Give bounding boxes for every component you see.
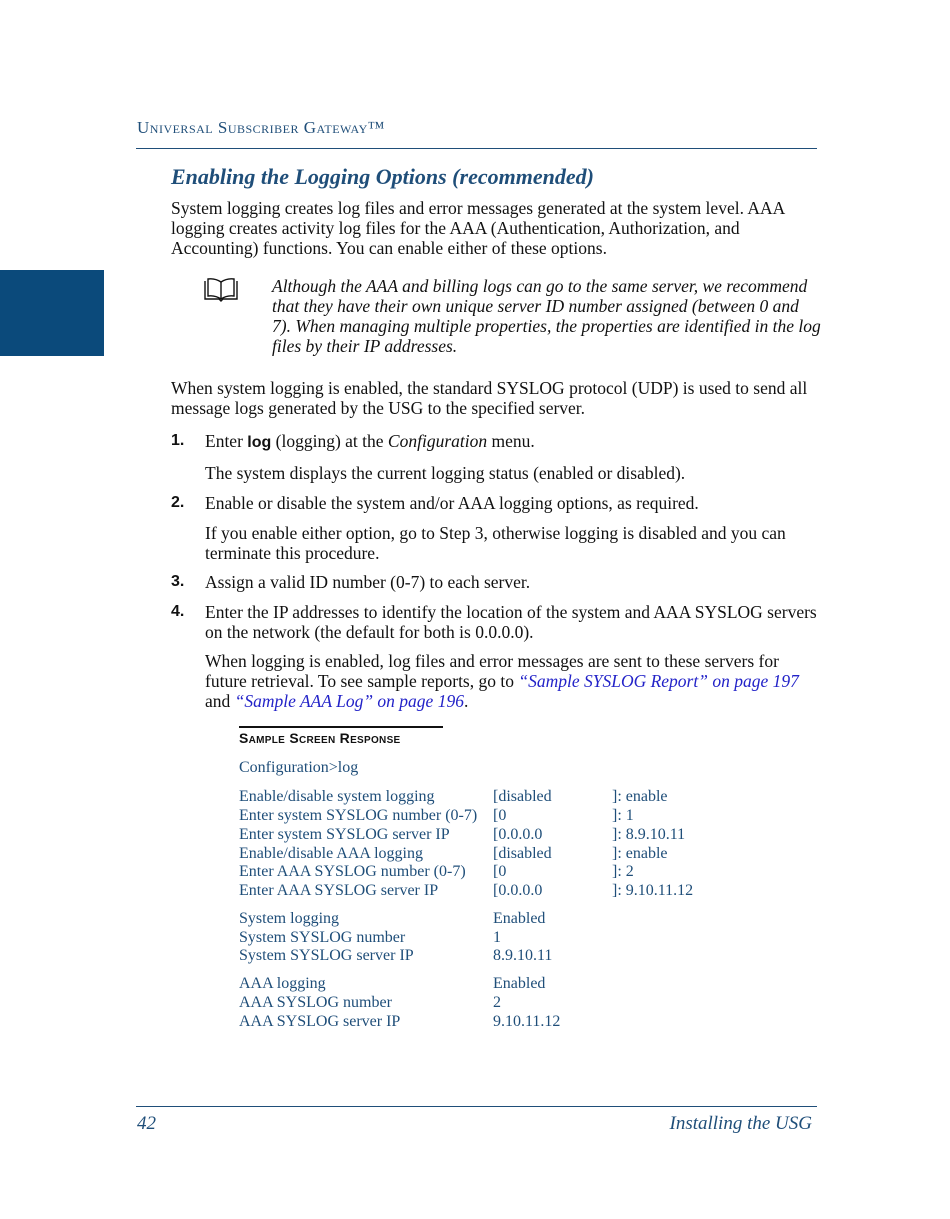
status-label: System SYSLOG number bbox=[239, 929, 406, 946]
step-number: 1. bbox=[171, 432, 185, 449]
prompt-label: Enter AAA SYSLOG number (0-7) bbox=[239, 863, 466, 880]
sample-heading: Sample Screen Response bbox=[239, 730, 401, 746]
step-4-detail-and: and bbox=[205, 691, 235, 711]
step-1-detail: The system displays the current logging status (enabled or disabled). bbox=[205, 463, 686, 483]
syslog-paragraph: When system logging is enabled, the standard SYSLOG protocol (UDP) is used to send all message logs generated by the USG to the specified server. bbox=[171, 378, 808, 418]
status-label: AAA SYSLOG number bbox=[239, 994, 392, 1011]
sample-aaa-log-link[interactable]: “Sample AAA Log” on page 196 bbox=[234, 691, 464, 711]
prompt-label: Enable/disable AAA logging bbox=[239, 845, 423, 862]
footer-divider bbox=[136, 1106, 817, 1107]
status-label: System logging bbox=[239, 910, 340, 927]
prompt-default: [0 bbox=[493, 807, 507, 824]
status-value: Enabled bbox=[493, 910, 546, 927]
step-4-detail bbox=[205, 651, 820, 711]
status-value: Enabled bbox=[493, 975, 546, 992]
prompt-answer: ]: 9.10.11.12 bbox=[612, 882, 694, 899]
status-value: 8.9.10.11 bbox=[493, 947, 553, 964]
step-4-detail-end: . bbox=[463, 691, 469, 711]
step-4-detail-pre: When logging is enabled, log files and error messages are sent to these servers for future retrieval. To see sample reports, go to bbox=[205, 651, 779, 691]
prompt-label: Enter system SYSLOG server IP bbox=[239, 826, 450, 843]
prompt-answer: ]: 8.9.10.11 bbox=[612, 826, 686, 843]
step-4-text: Enter the IP addresses to identify the location of the system and AAA SYSLOG servers on the network (the default for both is 0.0.0.0). bbox=[205, 602, 817, 642]
section-title: Enabling the Logging Options (recommended) bbox=[171, 164, 594, 189]
prompt-default: [disabled bbox=[493, 788, 552, 805]
prompt-default: [0.0.0.0 bbox=[493, 882, 543, 899]
prompt-answer: ]: 2 bbox=[612, 863, 634, 880]
configuration-menu-ref: Configuration bbox=[387, 431, 488, 451]
prompt-label: Enter AAA SYSLOG server IP bbox=[239, 882, 439, 899]
step-1-pre: Enter bbox=[205, 431, 248, 451]
running-header: Universal Subscriber Gateway™ bbox=[137, 118, 385, 137]
header-divider bbox=[136, 148, 817, 149]
page-number: 42 bbox=[137, 1113, 156, 1134]
log-command: log bbox=[247, 434, 272, 451]
step-1-mid: (logging) at the bbox=[271, 431, 388, 451]
chapter-side-tab bbox=[0, 270, 104, 356]
note-text: Although the AAA and billing logs can go to the same server, we recommend that they have their own unique server ID number assigned (between 0 and 7). When managing multiple properties, the properties are identified in the log files by their IP addresses. bbox=[272, 276, 821, 356]
prompt-answer: ]: 1 bbox=[612, 807, 634, 824]
status-value: 1 bbox=[493, 929, 501, 946]
sample-heading-rule bbox=[239, 726, 443, 728]
prompt-label: Enter system SYSLOG number (0-7) bbox=[239, 807, 478, 824]
prompt-answer: ]: enable bbox=[612, 788, 668, 805]
step-2-text: Enable or disable the system and/or AAA logging options, as required. bbox=[205, 493, 699, 513]
intro-paragraph: System logging creates log files and error messages generated at the system level. AAA logging creates activity log files for the AAA (Authentication, Authorization, and Accounting) functions. You can enable either of these options. bbox=[171, 198, 785, 258]
step-number: 3. bbox=[171, 573, 185, 590]
step-3-text: Assign a valid ID number (0-7) to each server. bbox=[205, 572, 531, 592]
step-number: 4. bbox=[171, 603, 185, 620]
status-value: 2 bbox=[493, 994, 501, 1011]
status-value: 9.10.11.12 bbox=[493, 1013, 561, 1030]
screen-prompt: Configuration>log bbox=[239, 759, 359, 776]
prompt-label: Enable/disable system logging bbox=[239, 788, 435, 805]
status-label: AAA logging bbox=[239, 975, 326, 992]
book-icon bbox=[203, 277, 239, 303]
step-number: 2. bbox=[171, 494, 185, 511]
step-1-post: menu. bbox=[487, 431, 535, 451]
prompt-default: [0.0.0.0 bbox=[493, 826, 543, 843]
step-2-detail: If you enable either option, go to Step 3, otherwise logging is disabled and you can terminate this procedure. bbox=[205, 523, 786, 563]
sample-syslog-report-link[interactable]: “Sample SYSLOG Report” on page 197 bbox=[518, 671, 799, 691]
prompt-answer: ]: enable bbox=[612, 845, 668, 862]
status-label: System SYSLOG server IP bbox=[239, 947, 414, 964]
prompt-default: [0 bbox=[493, 863, 507, 880]
footer-title: Installing the USG bbox=[669, 1113, 812, 1134]
step-1-text bbox=[205, 431, 820, 453]
prompt-default: [disabled bbox=[493, 845, 552, 862]
status-label: AAA SYSLOG server IP bbox=[239, 1013, 401, 1030]
